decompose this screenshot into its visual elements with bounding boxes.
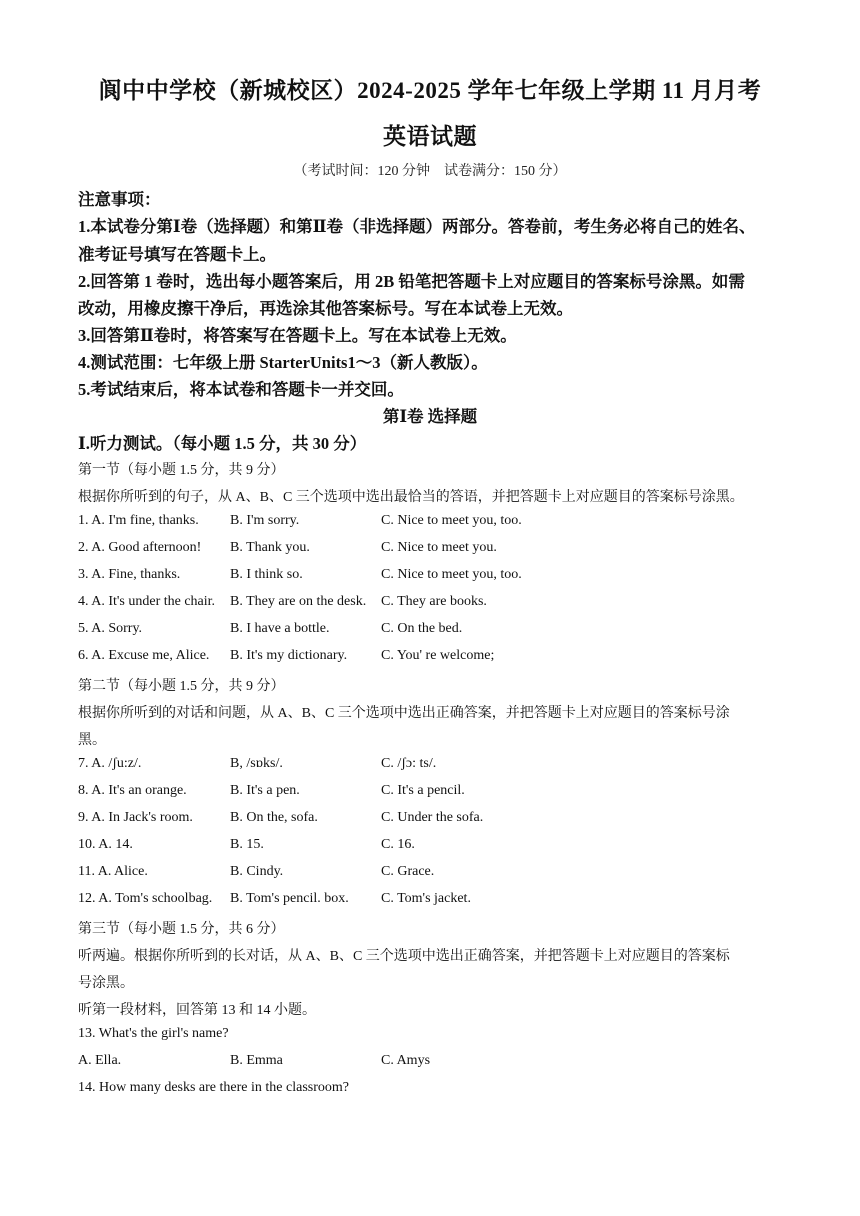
section-instruction: 黑。 [78,733,106,748]
material-instruction: 听第一段材料，回答第 13 和 14 小题。 [78,1003,316,1018]
option-b: B. I have a bottle. [230,621,330,636]
option-c: C. On the bed. [381,621,463,636]
option-b: B. 15. [230,837,264,852]
section-header: 第三节（每小题 1.5 分，共 6 分） [78,922,285,937]
option-b: B. I think so. [230,567,303,582]
option-c: C. Nice to meet you, too. [381,567,522,582]
section-instruction: 号涂黑。 [78,976,134,991]
option-c: C. Nice to meet you, too. [381,513,522,528]
notice-line: 1.本试卷分第Ⅰ卷（选择题）和第Ⅱ卷（非选择题）两部分。答卷前，考生务必将自己的姓名、 [78,217,756,236]
option-c: C. Grace. [381,864,435,879]
section-header: 第二节（每小题 1.5 分，共 9 分） [78,679,285,694]
option-c: C. Nice to meet you. [381,540,497,555]
option-c: C. Amys [381,1053,431,1068]
option-c: C. It's a pencil. [381,783,465,798]
section-header: 第一节（每小题 1.5 分，共 9 分） [78,463,285,478]
option-a: 11. A. Alice. [78,864,148,879]
notice-line: 5.考试结束后，将本试卷和答题卡一并交回。 [78,380,404,399]
exam-info: （考试时间：120 分钟 试卷满分：150 分） [293,164,567,179]
option-a: 5. A. Sorry. [78,621,143,636]
option-a: 3. A. Fine, thanks. [78,567,181,582]
option-a: 6. A. Excuse me, Alice. [78,648,210,663]
option-a: 1. A. I'm fine, thanks. [78,513,199,528]
notice-line: 2.回答第 1 卷时，选出每小题答案后，用 2B 铅笔把答题卡上对应题目的答案标号涂黑。如需 [78,272,745,291]
option-a: 10. A. 14. [78,837,133,852]
section-instruction: 根据你所听到的对话和问题，从 A、B、C 三个选项中选出正确答案，并把答题卡上对应题目的答案标号涂 [78,706,730,721]
question-stem: 14. How many desks are there in the classroom? [78,1080,349,1095]
section-listening-title: Ⅰ.听力测试。（每小题 1.5 分，共 30 分） [78,434,367,453]
option-b: B. Thank you. [230,540,310,555]
option-b: B. Tom's pencil. box. [230,891,349,906]
option-b: B. I'm sorry. [230,513,300,528]
option-c: C. Tom's jacket. [381,891,471,906]
option-a: 2. A. Good afternoon! [78,540,202,555]
question-stem: 13. What's the girl's name? [78,1026,229,1041]
notice-line: 4.测试范围：七年级上册 StarterUnits1～3（新人教版）。 [78,353,488,372]
option-b: B, /sɒks/. [230,756,283,771]
option-c: C. You' re welcome; [381,648,495,663]
option-a: 7. A. /ʃu:z/. [78,756,142,771]
option-a: 4. A. It's under the chair. [78,594,216,609]
part-one-title: 第Ⅰ卷 选择题 [382,407,478,426]
option-a: 9. A. In Jack's room. [78,810,193,825]
option-b: B. They are on the desk. [230,594,367,609]
notice-line: 准考证号填写在答题卡上。 [78,245,276,264]
option-a: A. Ella. [78,1053,122,1068]
section-instruction: 听两遍。根据你所听到的长对话，从 A、B、C 三个选项中选出正确答案，并把答题卡上对应题目的答案标 [78,949,730,964]
option-c: C. 16. [381,837,415,852]
section-instruction: 根据你所听到的句子，从 A、B、C 三个选项中选出最恰当的答语，并把答题卡上对应题目的答案标号涂黑。 [78,490,744,505]
exam-subtitle: 英语试题 [383,124,477,149]
option-b: B. It's a pen. [230,783,300,798]
exam-title: 阆中中学校（新城校区）2024-2025 学年七年级上学期 11 月月考 [98,78,762,103]
notice-line: 改动，用橡皮擦干净后，再选涂其他答案标号。写在本试卷上无效。 [78,299,573,318]
option-b: B. Cindy. [230,864,284,879]
notice-heading: 注意事项： [78,190,161,209]
option-a: 8. A. It's an orange. [78,783,187,798]
option-a: 12. A. Tom's schoolbag. [78,891,213,906]
option-b: B. It's my dictionary. [230,648,348,663]
option-c: C. /ʃɔ: ts/. [381,756,437,771]
option-b: B. On the, sofa. [230,810,318,825]
option-b: B. Emma [230,1053,283,1068]
notice-line: 3.回答第Ⅱ卷时，将答案写在答题卡上。写在本试卷上无效。 [78,326,517,345]
option-c: C. Under the sofa. [381,810,484,825]
option-c: C. They are books. [381,594,487,609]
